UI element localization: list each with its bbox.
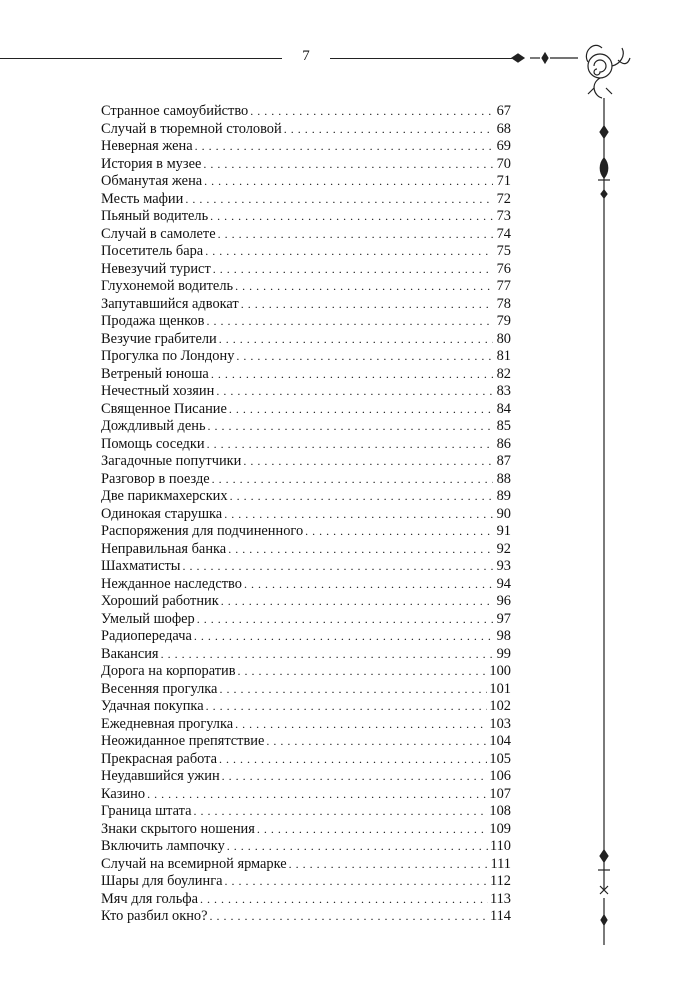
dot-leader — [219, 751, 487, 769]
dot-leader — [266, 733, 487, 751]
toc-entry-title: Разговор в поезде — [101, 470, 210, 487]
toc-entry-page: 87 — [496, 453, 511, 469]
toc-entry-page: 88 — [496, 470, 511, 487]
toc-entry-page: 89 — [496, 488, 511, 504]
toc-entry-title: Неправильная банка — [101, 540, 227, 557]
toc-entry-page: 104 — [489, 733, 511, 749]
header-rule-left — [0, 58, 282, 59]
toc-entry — [101, 768, 511, 786]
toc-entry-page: 92 — [496, 540, 511, 557]
toc-entry — [101, 173, 511, 191]
dot-leader — [305, 523, 493, 541]
toc-entry — [101, 156, 511, 174]
dot-leader — [205, 243, 493, 261]
toc-entry — [101, 418, 511, 436]
toc-entry-page: 68 — [496, 120, 511, 137]
toc-entry-page: 103 — [489, 715, 511, 732]
dot-leader — [211, 366, 493, 384]
toc-entry-title: Продажа щенков — [101, 313, 205, 329]
toc-entry — [101, 698, 511, 716]
dot-leader — [236, 348, 493, 366]
dot-leader — [213, 261, 493, 279]
toc-entry — [101, 576, 511, 594]
toc-entry-title: Нечестный хозяин — [101, 383, 215, 399]
toc-entry-page: 91 — [496, 523, 511, 539]
toc-entry — [101, 891, 511, 909]
toc-entry-page: 96 — [496, 593, 511, 609]
toc-entry-page: 107 — [489, 785, 511, 802]
toc-entry-title: Странное самоубийство — [101, 103, 249, 119]
toc-entry — [101, 383, 511, 401]
toc-entry-title: Запутавшийся адвокат — [101, 295, 239, 312]
toc-entry — [101, 908, 511, 926]
toc-entry-title: Неверная жена — [101, 138, 193, 154]
dot-leader — [203, 156, 493, 174]
toc-entry-page: 113 — [489, 890, 511, 907]
toc-entry-page: 67 — [496, 103, 511, 119]
toc-entry — [101, 208, 511, 226]
toc-entry-title: Вакансия — [101, 645, 159, 662]
toc-entry — [101, 331, 511, 349]
toc-entry-title: Прекрасная работа — [101, 750, 218, 767]
dot-leader — [161, 646, 493, 664]
toc-entry — [101, 121, 511, 139]
dot-leader — [238, 663, 488, 681]
toc-entry — [101, 348, 511, 366]
dot-leader — [250, 103, 493, 121]
dot-leader — [200, 891, 488, 909]
dot-leader — [243, 453, 493, 471]
toc-entry-page: 74 — [496, 225, 511, 242]
toc-entry-title: Граница штата — [101, 803, 192, 819]
toc-entry-page: 102 — [489, 698, 511, 714]
toc-entry-title: Случай на всемирной ярмарке — [101, 855, 287, 872]
toc-entry-title: Обманутая жена — [101, 173, 203, 189]
toc-entry — [101, 523, 511, 541]
dot-leader — [257, 821, 488, 839]
dot-leader — [208, 418, 493, 436]
toc-entry-page: 109 — [489, 820, 511, 837]
toc-entry-page: 76 — [496, 260, 511, 277]
toc-entry — [101, 856, 511, 874]
toc-entry-page: 78 — [496, 295, 511, 312]
toc-entry-page: 77 — [496, 278, 511, 294]
toc-entry — [101, 786, 511, 804]
toc-entry-title: Умелый шофер — [101, 610, 195, 627]
toc-entry-title: Мяч для гольфа — [101, 890, 198, 907]
toc-entry-title: Кто разбил окно? — [101, 908, 208, 924]
toc-entry-title: Посетитель бара — [101, 243, 204, 259]
toc-entry — [101, 873, 511, 891]
toc-entry-title: Одинокая старушка — [101, 505, 223, 522]
dot-leader — [194, 628, 493, 646]
dot-leader — [221, 593, 493, 611]
toc-entry-title: Весенняя прогулка — [101, 680, 218, 697]
toc-entry — [101, 226, 511, 244]
toc-entry-page: 99 — [496, 645, 511, 662]
dot-leader — [209, 908, 487, 926]
toc-entry-page: 93 — [496, 558, 511, 574]
toc-entry-title: История в музее — [101, 155, 202, 172]
dot-leader — [244, 576, 493, 594]
toc-entry — [101, 803, 511, 821]
dot-leader — [230, 488, 493, 506]
dot-leader — [204, 173, 493, 191]
toc-entry-title: Везучие грабители — [101, 330, 217, 347]
toc-entry-page: 101 — [489, 680, 511, 697]
toc-entry — [101, 558, 511, 576]
toc-entry-page: 75 — [496, 243, 511, 259]
table-of-contents — [101, 103, 511, 926]
toc-entry — [101, 471, 511, 489]
dot-leader — [228, 541, 493, 559]
toc-entry — [101, 138, 511, 156]
toc-entry — [101, 506, 511, 524]
toc-entry — [101, 646, 511, 664]
toc-entry-title: Радиопередача — [101, 628, 192, 644]
toc-entry-title: Глухонемой водитель — [101, 278, 234, 294]
toc-entry-title: Хороший работник — [101, 593, 219, 609]
header-rule-right — [330, 58, 512, 59]
toc-entry — [101, 453, 511, 471]
dot-leader — [227, 838, 488, 856]
toc-entry-title: Загадочные попутчики — [101, 453, 242, 469]
toc-entry — [101, 313, 511, 331]
dot-leader — [219, 681, 487, 699]
dot-leader — [224, 506, 493, 524]
toc-entry-page: 105 — [489, 750, 511, 767]
toc-entry — [101, 541, 511, 559]
dot-leader — [212, 471, 493, 489]
toc-entry-page: 82 — [496, 365, 511, 382]
toc-entry-page: 80 — [496, 330, 511, 347]
dot-leader — [185, 191, 493, 209]
toc-entry — [101, 191, 511, 209]
toc-entry — [101, 401, 511, 419]
dot-leader — [194, 803, 488, 821]
toc-entry-page: 83 — [496, 383, 511, 399]
toc-entry-title: Удачная покупка — [101, 698, 204, 714]
toc-entry-page: 98 — [496, 628, 511, 644]
toc-entry-page: 79 — [496, 313, 511, 329]
toc-entry-page: 71 — [496, 173, 511, 189]
toc-entry — [101, 733, 511, 751]
dot-leader — [235, 716, 487, 734]
toc-entry — [101, 243, 511, 261]
toc-entry-page: 106 — [489, 768, 511, 784]
scroll-flourish-icon — [508, 40, 638, 960]
toc-entry — [101, 611, 511, 629]
toc-entry-title: Случай в тюремной столовой — [101, 120, 282, 137]
toc-entry — [101, 261, 511, 279]
toc-entry-page: 72 — [496, 190, 511, 207]
toc-entry-page: 69 — [496, 138, 511, 154]
toc-entry-page: 110 — [489, 838, 511, 854]
toc-entry — [101, 681, 511, 699]
dot-leader — [147, 786, 487, 804]
toc-entry-title: Неожиданное препятствие — [101, 733, 265, 749]
dot-leader — [206, 313, 493, 331]
toc-entry — [101, 716, 511, 734]
toc-entry — [101, 593, 511, 611]
toc-entry-title: Две парикмахерских — [101, 488, 228, 504]
toc-entry-page: 85 — [496, 418, 511, 434]
toc-entry-title: Священное Писание — [101, 400, 227, 417]
dot-leader — [222, 768, 488, 786]
toc-entry — [101, 278, 511, 296]
toc-entry-title: Распоряжения для подчиненного — [101, 523, 304, 539]
toc-entry-title: Нежданное наследство — [101, 575, 242, 592]
dot-leader — [235, 278, 493, 296]
toc-entry-title: Пьяный водитель — [101, 208, 209, 224]
toc-entry-title: Шары для боулинга — [101, 873, 223, 889]
dot-leader — [229, 401, 493, 419]
toc-entry-title: Знаки скрытого ношения — [101, 820, 255, 837]
toc-entry-title: Ветреный юноша — [101, 365, 209, 382]
toc-entry — [101, 628, 511, 646]
toc-entry — [101, 663, 511, 681]
toc-entry — [101, 366, 511, 384]
page-number: 7 — [302, 48, 310, 64]
dot-leader — [284, 121, 493, 139]
dot-leader — [225, 873, 488, 891]
toc-entry-title: Невезучий турист — [101, 260, 211, 277]
toc-entry-page: 94 — [496, 575, 511, 592]
toc-entry-page: 81 — [496, 348, 511, 364]
toc-entry-title: Неудавшийся ужин — [101, 768, 220, 784]
toc-entry — [101, 103, 511, 121]
dot-leader — [241, 296, 493, 314]
toc-entry-page: 112 — [489, 873, 511, 889]
dot-leader — [182, 558, 493, 576]
toc-entry-page: 97 — [496, 610, 511, 627]
dot-leader — [289, 856, 489, 874]
toc-entry-page: 100 — [489, 663, 511, 679]
toc-entry-page: 73 — [496, 208, 511, 224]
toc-entry — [101, 488, 511, 506]
toc-entry — [101, 838, 511, 856]
toc-entry-title: Шахматисты — [101, 558, 181, 574]
toc-entry-title: Дорога на корпоратив — [101, 663, 236, 679]
toc-entry-title: Месть мафии — [101, 190, 184, 207]
dot-leader — [218, 226, 493, 244]
toc-entry-page: 111 — [490, 855, 511, 872]
toc-entry — [101, 751, 511, 769]
toc-entry-title: Ежедневная прогулка — [101, 715, 234, 732]
toc-entry-title: Помощь соседки — [101, 435, 205, 452]
dot-leader — [197, 611, 493, 629]
toc-entry-page: 86 — [496, 435, 511, 452]
dot-leader — [210, 208, 493, 226]
dot-leader — [206, 698, 488, 716]
toc-entry-page: 114 — [489, 908, 511, 924]
dot-leader — [219, 331, 493, 349]
toc-entry-title: Прогулка по Лондону — [101, 348, 235, 364]
toc-entry-page: 108 — [489, 803, 511, 819]
dot-leader — [195, 138, 493, 156]
toc-entry — [101, 821, 511, 839]
toc-entry-page: 90 — [496, 505, 511, 522]
toc-entry — [101, 296, 511, 314]
toc-entry-title: Включить лампочку — [101, 838, 225, 854]
toc-entry-title: Случай в самолете — [101, 225, 216, 242]
dot-leader — [216, 383, 493, 401]
dot-leader — [207, 436, 493, 454]
toc-entry — [101, 436, 511, 454]
toc-entry-title: Дождливый день — [101, 418, 206, 434]
toc-entry-page: 70 — [496, 155, 511, 172]
toc-entry-title: Казино — [101, 785, 146, 802]
toc-entry-page: 84 — [496, 400, 511, 417]
